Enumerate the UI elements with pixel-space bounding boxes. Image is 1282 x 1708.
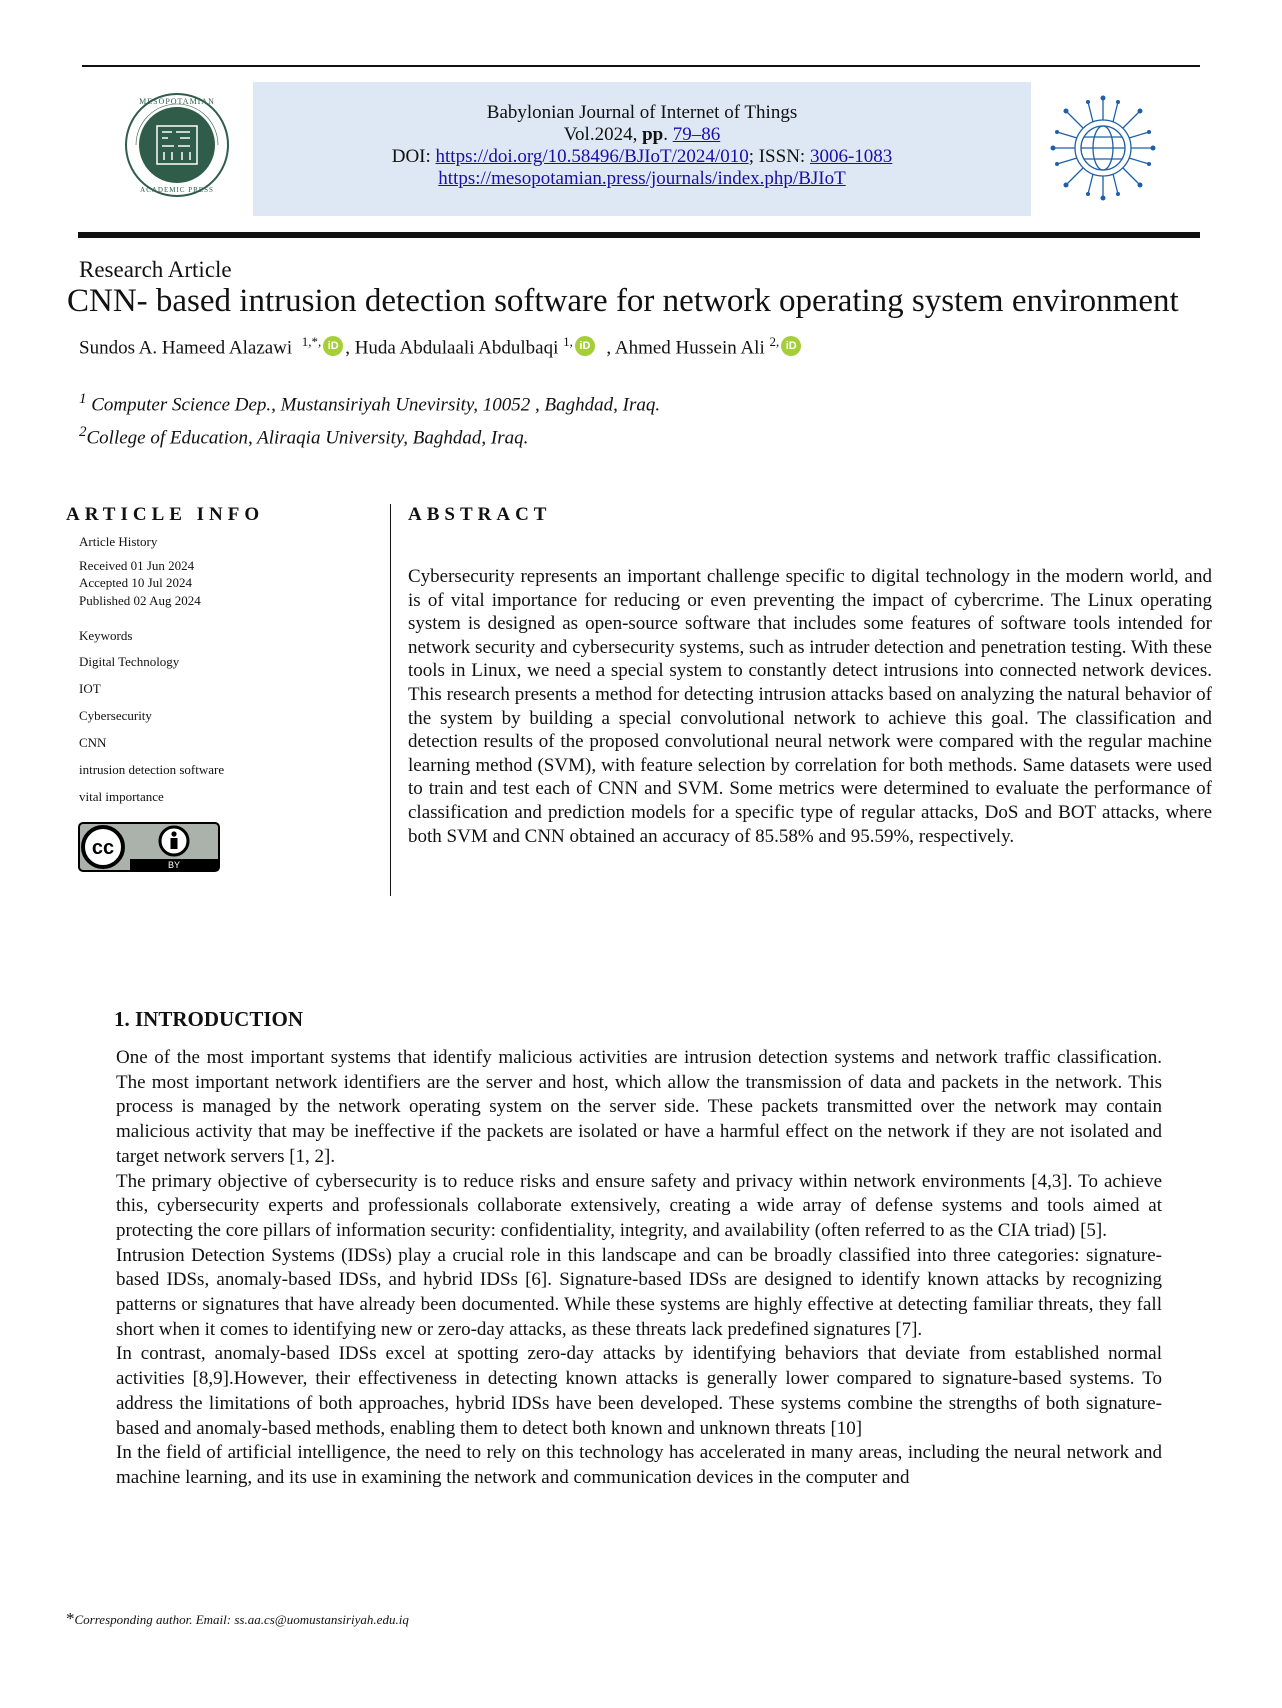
introduction-heading: 1. INTRODUCTION bbox=[114, 1007, 304, 1031]
pages-link[interactable]: 79–86 bbox=[672, 124, 721, 145]
paragraph: Intrusion Detection Systems (IDSs) play a crucial role in this landscape and can be broadly classified into three categories: signature-based IDSs, anomaly-based IDSs, and hybrid IDSs [6]. Signature-based IDSs are designed to identify known attacks by recognizing patterns or signatures that have already been documented. While these systems are highly effective at detecting familiar threats, they fall short when it comes to identifying new or zero-day attacks, as these threats lack predefined signatures [7]. bbox=[116, 1244, 1162, 1340]
introduction-body bbox=[116, 1046, 1162, 1491]
keyword-item: Digital Technology bbox=[79, 654, 180, 669]
affiliation: $^2$College of Education, Aliraqia University, Baghdad, Iraq. bbox=[79, 424, 529, 449]
volume-pages: Vol.2024, pp. 79–86 bbox=[563, 124, 721, 145]
svg-text:MESOPOTAMIAN: MESOPOTAMIAN bbox=[139, 97, 215, 106]
journal-url-link[interactable]: https://mesopotamian.press/journals/index.php/BJIoT bbox=[438, 168, 846, 189]
keywords-label: Keywords bbox=[79, 628, 133, 643]
doi-line: DOI: https://doi.org/10.58496/BJIoT/2024/010; ISSN: 3006-1083 bbox=[391, 146, 893, 167]
affiliation: $^1$ Computer Science Dep., Mustansiriyah Unevirsity, 10052 , Baghdad, Iraq. bbox=[79, 391, 661, 416]
cc-icon: cc bbox=[91, 837, 115, 859]
by-label: BY bbox=[167, 860, 181, 870]
publisher-logo bbox=[124, 92, 230, 198]
column-divider bbox=[390, 504, 391, 896]
author-superscript: 1, bbox=[563, 334, 573, 349]
top-rule bbox=[82, 65, 1200, 67]
author-name: , Ahmed Hussein Ali bbox=[601, 337, 765, 359]
author-superscript: 2, bbox=[769, 334, 780, 349]
abstract-heading: ABSTRACT bbox=[408, 504, 552, 525]
author-name: Sundos A. Hameed Alazawi bbox=[79, 337, 293, 359]
paragraph: One of the most important systems that identify malicious activities are intrusion detection systems and network traffic classification. The most important network identifiers are the server and host, which allow the transmission of data and packets in the network. This process is managed by the network operating system on the server side. These packets transmitted over the network may contain malicious activity that may be ineffective if the packets are isolated or have a harmful effect on the network if they are not isolated and target network servers [1, 2]. bbox=[116, 1047, 1162, 1167]
paragraph: The primary objective of cybersecurity is to reduce risks and ensure safety and privacy within network environments [4,3]. To achieve this, cybersecurity experts and professionals collaborate extensively, creating a wide array of defense systems and tools aimed at protecting the core pillars of information security: confidentiality, integrity, and availability (often referred to as the CIA triad) [5]. bbox=[116, 1170, 1162, 1241]
keyword-item: intrusion detection software bbox=[79, 762, 225, 777]
cc-by-license-badge[interactable] bbox=[78, 822, 220, 872]
orcid-icon[interactable]: iD bbox=[323, 336, 343, 356]
journal-globe-logo bbox=[1048, 92, 1158, 204]
paragraph: In the field of artificial intelligence, the need to rely on this technology has accelerated in many areas, including the neural network and machine learning, and its use in examining the network and communication devices in the computer and bbox=[116, 1442, 1162, 1488]
keyword-item: IOT bbox=[79, 681, 101, 696]
orcid-icon[interactable]: iD bbox=[575, 336, 595, 356]
author-list bbox=[79, 334, 803, 359]
article-title: CNN- based intrusion detection software for network operating system environment bbox=[67, 283, 1179, 319]
keyword-item: vital importance bbox=[79, 789, 164, 804]
corresponding-author-footnote: *Corresponding author. Email: ss.aa.cs@uomustansiriyah.edu.iq bbox=[66, 1609, 409, 1628]
published-date: Published 02 Aug 2024 bbox=[79, 593, 201, 608]
orcid-icon[interactable]: iD bbox=[781, 336, 801, 356]
article-info-heading: ARTICLE INFO bbox=[66, 504, 265, 525]
journal-name: Babylonian Journal of Internet of Things bbox=[486, 102, 798, 123]
article-type: Research Article bbox=[79, 257, 232, 282]
received-date: Received 01 Jun 2024 bbox=[79, 558, 195, 573]
history-label: Article History bbox=[79, 534, 158, 549]
svg-text:ACADEMIC PRESS: ACADEMIC PRESS bbox=[140, 186, 214, 194]
keyword-item: Cybersecurity bbox=[79, 708, 152, 723]
journal-header bbox=[253, 82, 1031, 216]
author-name: , Huda Abdulaali Abdulbaqi bbox=[345, 337, 559, 359]
doi-link[interactable]: https://doi.org/10.58496/BJIoT/2024/010 bbox=[435, 146, 749, 167]
by-person-icon bbox=[171, 838, 178, 849]
header-rule bbox=[78, 232, 1200, 238]
issn-link[interactable]: 3006-1083 bbox=[809, 146, 893, 167]
abstract-text: Cybersecurity represents an important challenge specific to digital technology in the modern world, and is of vital importance for reducing or even preventing the impact of cybercrime. The Linux operating system is designed as open-source software that includes some features of software tools intended for network security and cybersecurity systems, such as intruder detection and penetration testing. With these tools in Linux, we need a special system to constantly detect intrusions into connected network devices. This research presents a method for detecting intrusion attacks based on analyzing the natural behavior of the system by building a special convolutional network to achieve this goal. The classification and detection results of the proposed convolutional neural network were compared with the regular machine learning method (SVM), with feature selection by correlation for both methods. Same datasets were used to train and test each of CNN and SVM. Some metrics were determined to evaluate the performance of classification and prediction models for a specific type of regular attacks, DoS and BOT attacks, where both SVM and CNN obtained an accuracy of 85.58% and 95.59%, respectively. bbox=[408, 566, 1212, 847]
article-info bbox=[79, 532, 224, 810]
paragraph: In contrast, anomaly-based IDSs excel at spotting zero-day attacks by identifying behaviors that deviate from established normal activities [8,9].However, their effectiveness in detecting known attacks is generally lower compared to signature-based systems. To address the limitations of both approaches, hybrid IDSs have been developed. These systems combine the strengths of both signature-based and anomaly-based methods, enabling them to detect both known and unknown threats [10] bbox=[116, 1343, 1162, 1439]
accepted-date: Accepted 10 Jul 2024 bbox=[79, 575, 193, 590]
keyword-item: CNN bbox=[79, 735, 107, 750]
author-superscript: 1,*, bbox=[301, 334, 322, 349]
